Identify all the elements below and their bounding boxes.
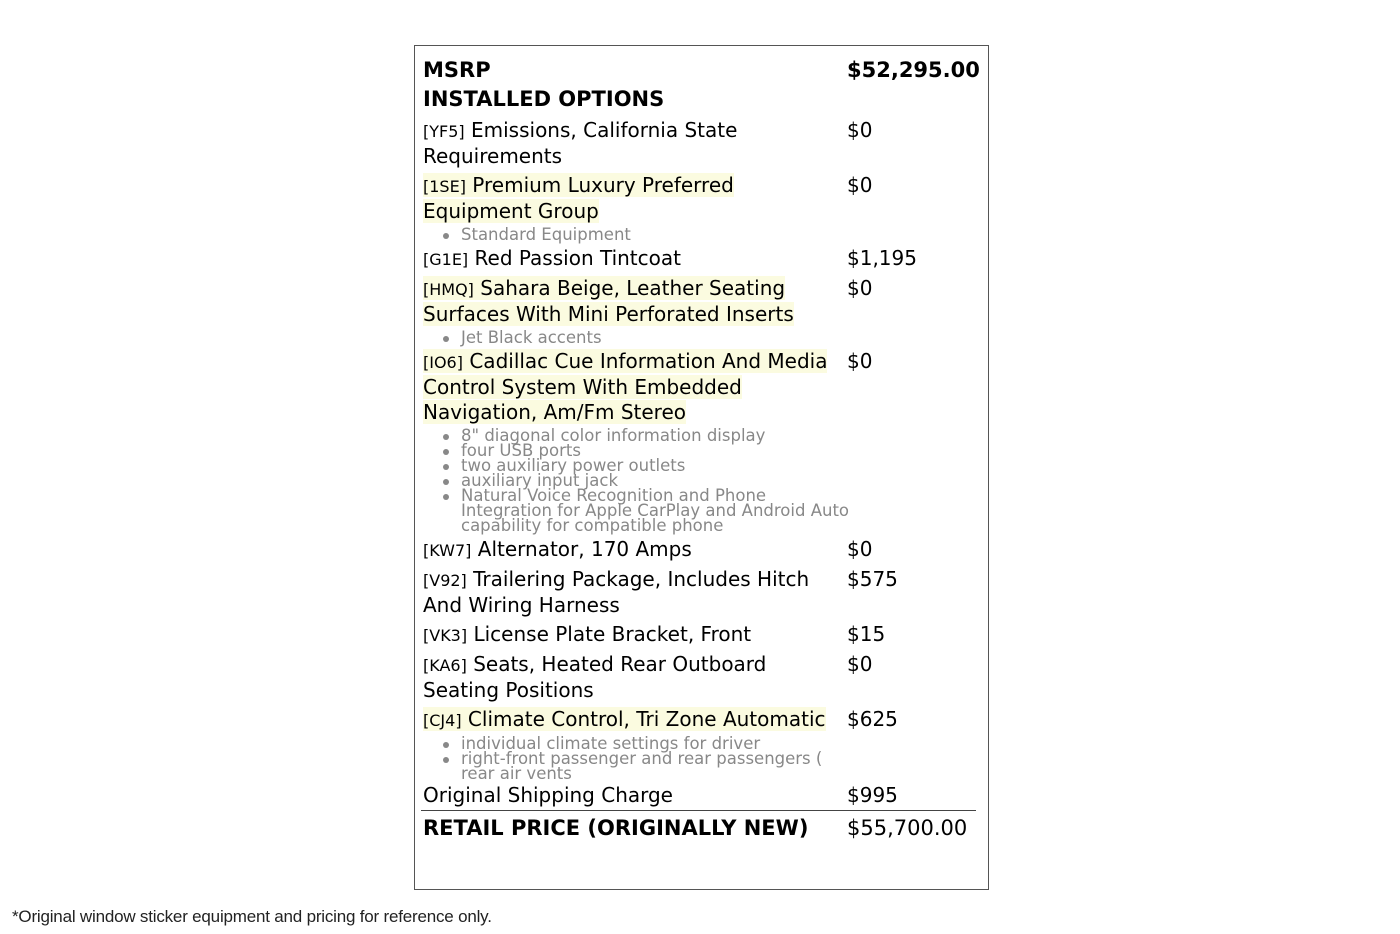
feature-item bbox=[461, 488, 861, 533]
option-description bbox=[423, 652, 847, 703]
option-description bbox=[423, 276, 847, 327]
feature-text: right-front passenger and rear passengers ( rear air vents bbox=[461, 749, 823, 783]
option-row bbox=[423, 622, 976, 648]
option-code: [VK3] bbox=[423, 626, 468, 645]
feature-item bbox=[461, 751, 861, 781]
retail-price-label: RETAIL PRICE (ORIGINALLY NEW) bbox=[423, 816, 809, 840]
option-price: $575 bbox=[847, 567, 898, 591]
feature-text: four USB ports bbox=[461, 441, 581, 460]
retail-price-value: $55,700.00 bbox=[847, 816, 968, 840]
msrp-label: MSRP bbox=[423, 58, 491, 82]
option-name: Climate Control, Tri Zone Automatic bbox=[467, 707, 826, 731]
installed-options-label: INSTALLED OPTIONS bbox=[423, 87, 665, 111]
feature-text: 8" diagonal color information display bbox=[461, 426, 766, 445]
feature-text: Standard Equipment bbox=[461, 225, 631, 244]
feature-list bbox=[423, 425, 861, 533]
feature-item bbox=[461, 227, 861, 242]
feature-list bbox=[423, 224, 861, 242]
option-price: $1,195 bbox=[847, 246, 917, 270]
option-price: $0 bbox=[847, 349, 873, 373]
option-description bbox=[423, 707, 847, 733]
option-text bbox=[423, 652, 766, 702]
option-price: $0 bbox=[847, 276, 873, 300]
feature-list bbox=[423, 327, 861, 345]
shipping-row bbox=[423, 783, 976, 808]
option-code: [G1E] bbox=[423, 250, 469, 269]
feature-text: Natural Voice Recognition and Phone Integration for Apple CarPlay and Android Auto capability for compatible phone bbox=[461, 486, 850, 535]
option-text bbox=[423, 567, 809, 617]
shipping-label: Original Shipping Charge bbox=[423, 783, 673, 807]
option-code: [1SE] bbox=[423, 177, 466, 196]
installed-options-heading bbox=[423, 85, 976, 114]
options-list bbox=[423, 118, 976, 781]
option-description bbox=[423, 567, 847, 618]
option-text bbox=[423, 276, 794, 326]
option-code: [V92] bbox=[423, 571, 467, 590]
option-text bbox=[423, 707, 826, 731]
option-code: [IO6] bbox=[423, 353, 463, 372]
option-name: Sahara Beige, Leather Seating Surfaces With Mini Perforated Inserts bbox=[423, 276, 794, 326]
option-name: License Plate Bracket, Front bbox=[473, 622, 752, 646]
option-price: $0 bbox=[847, 652, 873, 676]
option-description bbox=[423, 349, 847, 425]
option-row bbox=[423, 537, 976, 563]
option-description bbox=[423, 118, 847, 169]
option-code: [KW7] bbox=[423, 541, 472, 560]
option-name: Cadillac Cue Information And Media Control System With Embedded Navigation, Am/Fm Stereo bbox=[423, 349, 828, 424]
msrp-value: $52,295.00 bbox=[847, 58, 980, 82]
feature-text: individual climate settings for driver bbox=[461, 734, 761, 753]
option-name: Seats, Heated Rear Outboard Seating Positions bbox=[423, 652, 767, 702]
option-code: [CJ4] bbox=[423, 711, 462, 730]
window-sticker bbox=[414, 45, 989, 890]
option-code: [KA6] bbox=[423, 656, 467, 675]
option-row bbox=[423, 276, 976, 327]
option-price: $15 bbox=[847, 622, 886, 646]
option-name: Emissions, California State Requirements bbox=[423, 118, 738, 168]
option-name: Alternator, 170 Amps bbox=[477, 537, 692, 561]
option-text bbox=[423, 246, 681, 270]
option-text bbox=[423, 118, 737, 168]
feature-list bbox=[423, 733, 861, 781]
option-code: [YF5] bbox=[423, 122, 465, 141]
shipping-value: $995 bbox=[847, 783, 898, 807]
option-description bbox=[423, 173, 847, 224]
option-description bbox=[423, 537, 847, 563]
feature-text: Jet Black accents bbox=[461, 328, 602, 347]
feature-text: auxiliary input jack bbox=[461, 471, 618, 490]
option-name: Red Passion Tintcoat bbox=[474, 246, 681, 270]
option-name: Trailering Package, Includes Hitch And Wiring Harness bbox=[423, 567, 810, 617]
option-text bbox=[423, 349, 827, 424]
option-price: $0 bbox=[847, 173, 873, 197]
option-description bbox=[423, 622, 847, 648]
option-row bbox=[423, 349, 976, 425]
option-row bbox=[423, 118, 976, 169]
option-text bbox=[423, 537, 692, 561]
feature-text: two auxiliary power outlets bbox=[461, 456, 686, 475]
option-name: Premium Luxury Preferred Equipment Group bbox=[423, 173, 734, 223]
total-divider bbox=[421, 810, 976, 811]
feature-item bbox=[461, 330, 861, 345]
option-code: [HMQ] bbox=[423, 280, 474, 299]
option-row bbox=[423, 567, 976, 618]
option-price: $0 bbox=[847, 118, 873, 142]
option-text bbox=[423, 173, 734, 223]
option-price: $625 bbox=[847, 707, 898, 731]
option-row bbox=[423, 173, 976, 224]
option-row bbox=[423, 707, 976, 733]
option-row bbox=[423, 246, 976, 272]
option-description bbox=[423, 246, 847, 272]
option-price: $0 bbox=[847, 537, 873, 561]
option-row bbox=[423, 652, 976, 703]
option-text bbox=[423, 622, 751, 646]
footnote: *Original window sticker equipment and pricing for reference only. bbox=[12, 907, 492, 926]
retail-price-row bbox=[423, 813, 976, 843]
msrp-row bbox=[423, 56, 980, 85]
